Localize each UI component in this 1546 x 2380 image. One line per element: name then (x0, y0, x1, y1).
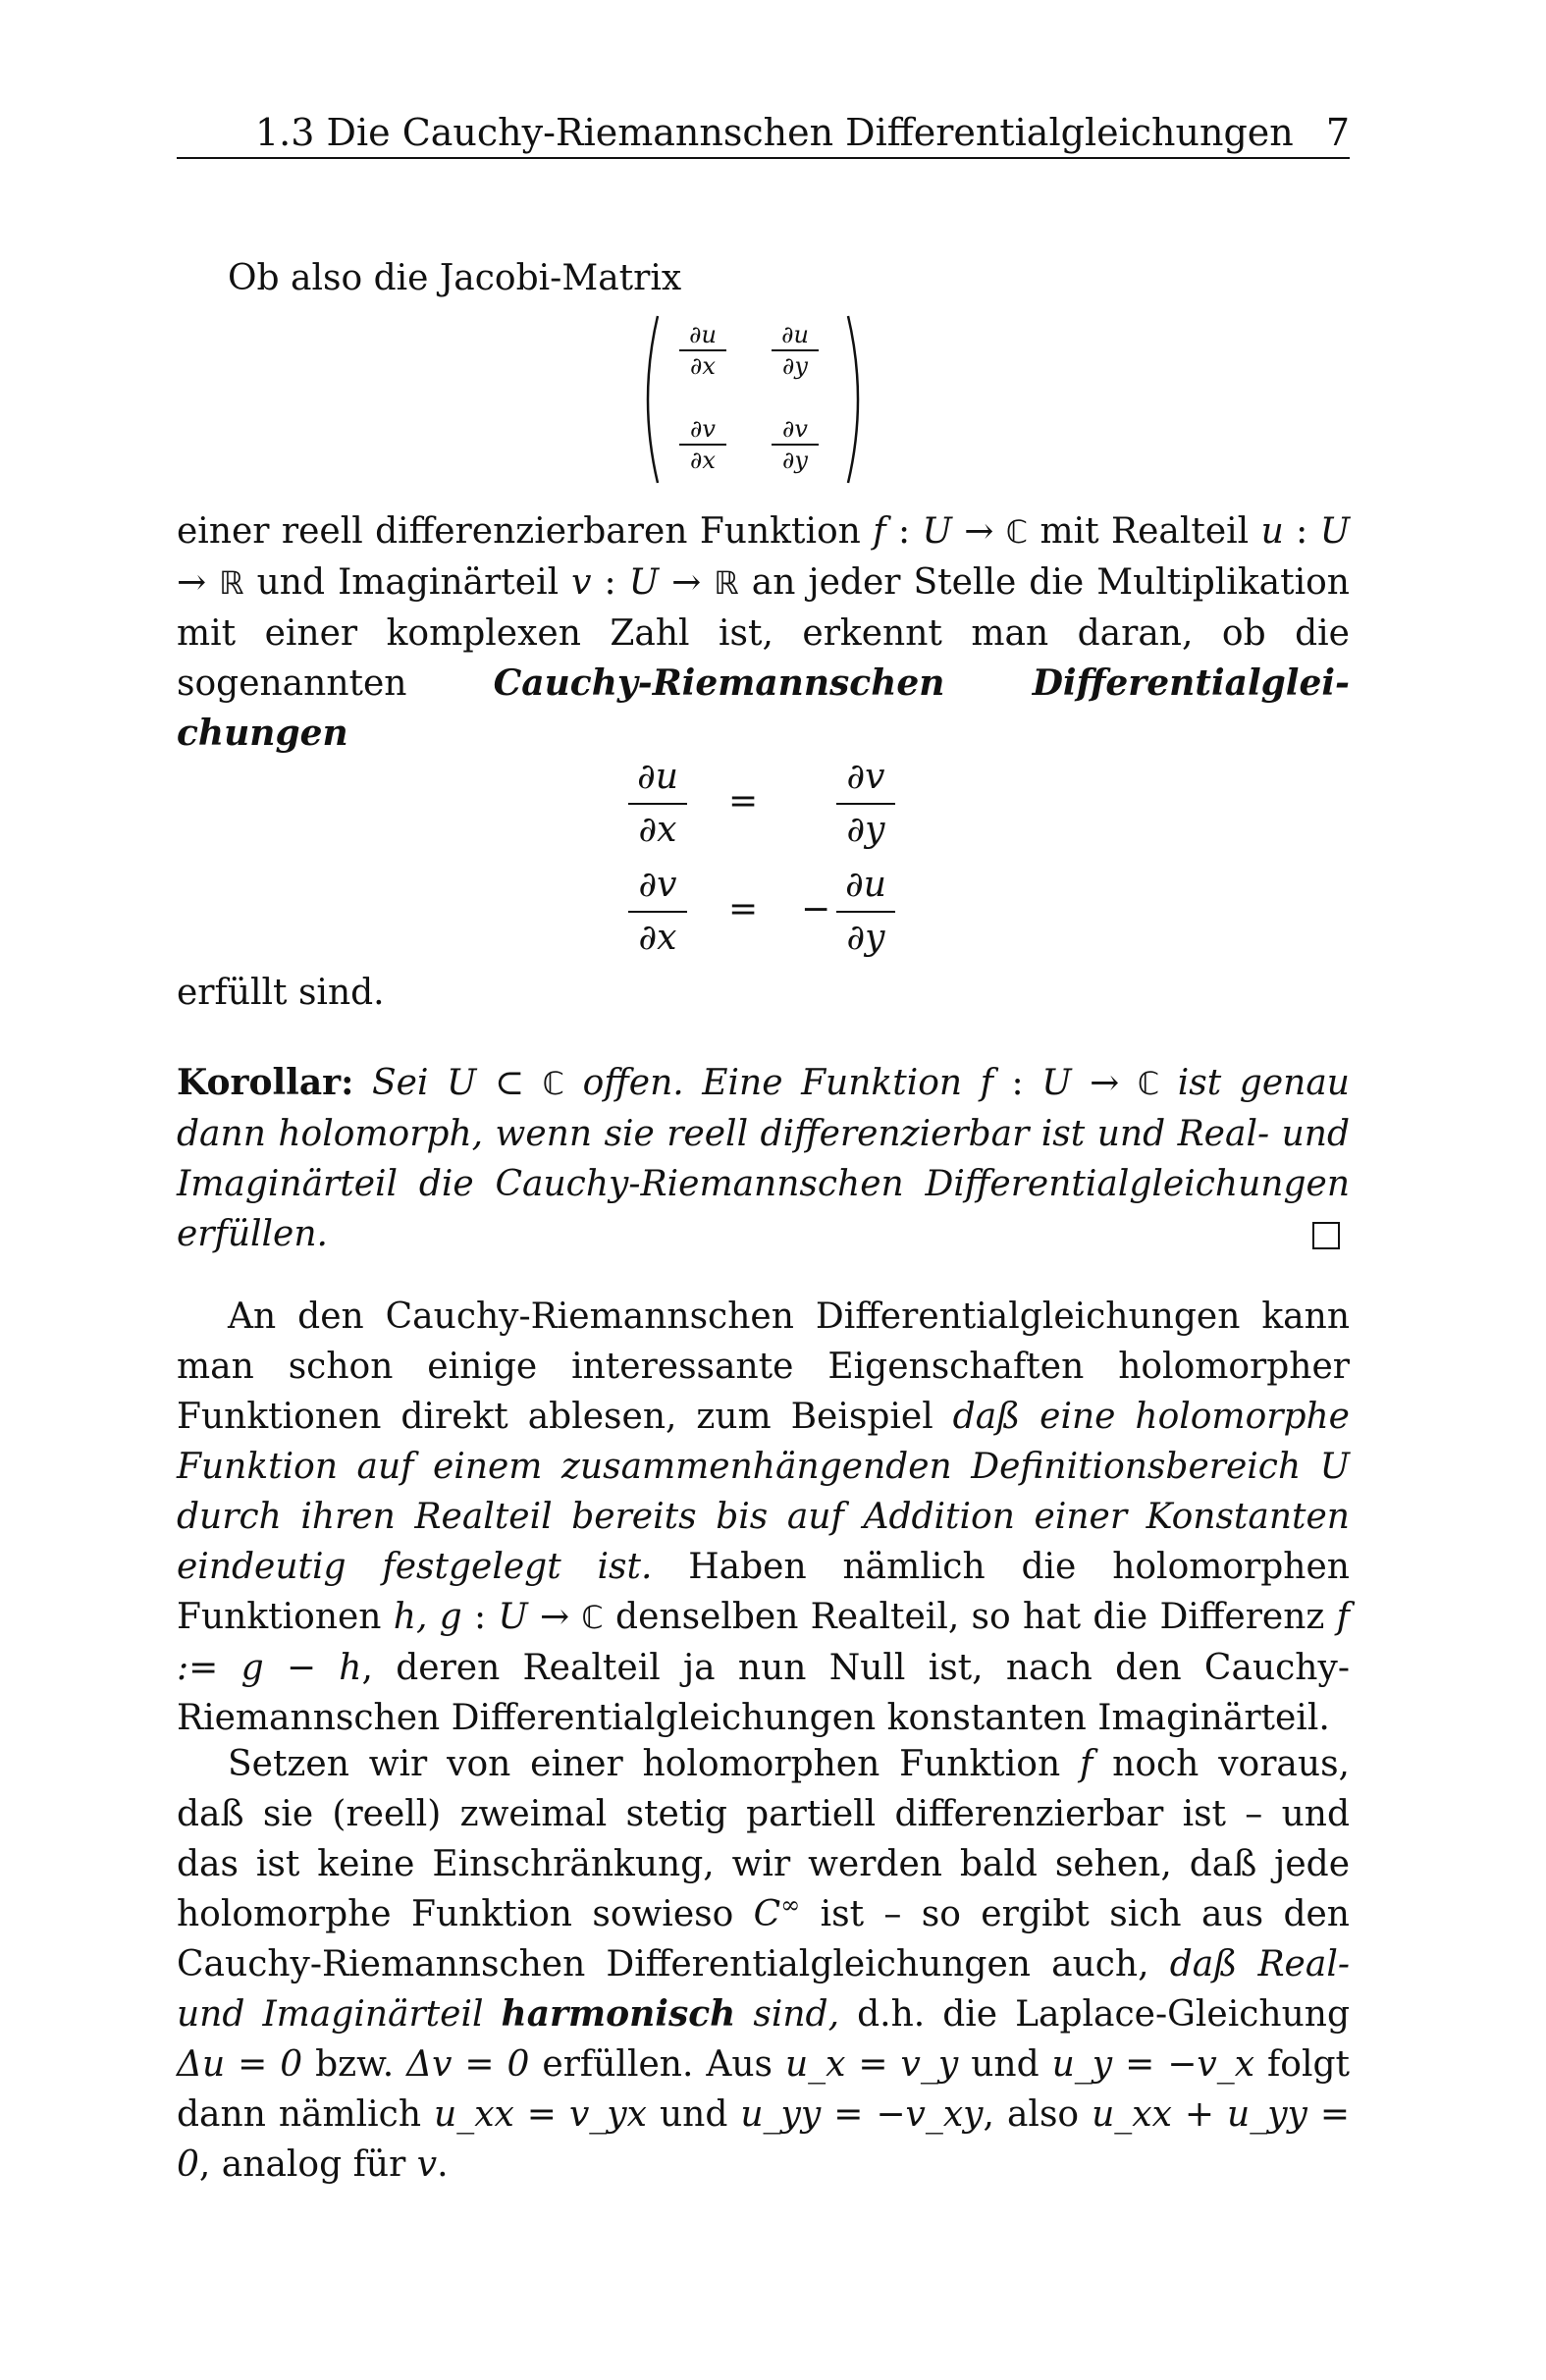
fraction-bar (628, 911, 687, 913)
denominator: ∂y (846, 918, 885, 958)
page-number: 7 (1325, 111, 1350, 154)
denominator: ∂x (638, 810, 677, 850)
math-arrow: → (1090, 1063, 1120, 1103)
matrix-entry-12 (766, 322, 825, 379)
entry-denominator: ∂y (782, 447, 808, 474)
math-laplace-v: Δv = 0 (406, 2044, 530, 2085)
entry-numerator: ∂v (782, 415, 808, 443)
corollary-label: Korollar: (177, 1062, 354, 1103)
text: folgt dann nämlich (177, 2044, 1351, 2135)
corollary (177, 1058, 1350, 1259)
math-arrow: → (177, 562, 207, 603)
c-base: C (753, 1894, 781, 1934)
equals-sign: = (728, 781, 759, 821)
math-U: U (498, 1597, 528, 1637)
numerator: ∂v (638, 865, 677, 905)
fraction-bar (628, 803, 687, 805)
equals-sign: = (728, 889, 759, 929)
math-colon: : (473, 1597, 487, 1637)
math-u: u (1260, 511, 1284, 552)
math-U: U (1319, 1447, 1350, 1487)
cauchy-riemann-equations (589, 756, 923, 972)
math-colon: : (604, 562, 616, 603)
math-arrow: → (671, 562, 702, 603)
text: Setzen wir von einer holomorphen Funktion (228, 1744, 1061, 1784)
text: An den Cauchy-Riemannschen Differentialgleichungen kann man schon einige interessante Eigenschaften holomorpher Funktionen direkt ablesen, zum Beispiel (177, 1296, 1350, 1437)
math-subset: ⊂ (494, 1063, 525, 1103)
math-U: U (628, 562, 660, 603)
text: offen. Eine Funktion (582, 1063, 963, 1103)
denominator: ∂y (846, 810, 885, 850)
text: , analog für (198, 2144, 406, 2185)
math-complex: ℂ (1137, 1065, 1160, 1102)
math-f: f (980, 1063, 993, 1103)
math-real: ℝ (219, 564, 244, 602)
entry-denominator: ∂x (690, 352, 716, 380)
math-real: ℝ (714, 564, 739, 602)
math-f: f (1079, 1744, 1093, 1784)
math-complex: ℂ (1005, 513, 1029, 551)
text: und Imaginärteil (256, 562, 560, 603)
math-c-infinity (753, 1891, 801, 1934)
fulfilled-line (177, 968, 1350, 1018)
text: d.h. die Laplace-Gleichung (857, 1994, 1350, 2035)
intro-line (177, 253, 1350, 303)
math-fdef: f := g − h (177, 1597, 1350, 1688)
eq1-lhs (618, 756, 697, 852)
text: . (437, 2144, 449, 2185)
matrix-parentheses (636, 312, 870, 487)
defined-term: harmonisch (501, 1993, 736, 2035)
fraction-bar (836, 911, 895, 913)
fraction-bar (772, 444, 819, 446)
text: ist genau dann holomorph, wenn sie reell differenzierbar ist und Real- und Imaginärteil die Cauchy-Riemannschen Differentialgleichungen erfüllen. (177, 1063, 1350, 1254)
math-U: U (1041, 1063, 1072, 1103)
minus-sign: − (801, 889, 831, 929)
text: erfüllen. Aus (542, 2044, 773, 2085)
text: Haben nämlich die holomorphen Funktionen (177, 1547, 1350, 1637)
entry-numerator: ∂u (781, 321, 809, 348)
math-eq1: u_x = v_y (784, 2044, 959, 2085)
math-arrow: → (964, 511, 994, 552)
math-laplace-u: Δu = 0 (177, 2044, 303, 2085)
matrix-entry-21 (673, 416, 732, 473)
math-colon: : (897, 511, 911, 552)
numerator: ∂u (845, 865, 886, 905)
paragraph-definition (177, 506, 1350, 759)
math-colon: : (1011, 1063, 1024, 1103)
emphasis: daß Real- und Imaginärteil (177, 1944, 1350, 2035)
eq2-rhs (826, 864, 905, 960)
text: ist – so ergibt sich aus den Cauchy-Riemannschen Differentialgleichungen auch, (177, 1894, 1350, 1984)
eq2-lhs (618, 864, 697, 960)
text: erfüllt sind. (177, 973, 385, 1013)
defined-term: Cauchy-Riemannschen Differentialglei-chungen (177, 662, 1350, 754)
math-U: U (1319, 511, 1351, 552)
entry-denominator: ∂x (690, 447, 716, 474)
fraction-bar (772, 349, 819, 351)
text: denselben Realteil, so hat die Differenz (615, 1597, 1325, 1637)
header-rule (177, 157, 1350, 159)
math-eq3: u_xx = v_yx (434, 2094, 647, 2135)
numerator: ∂u (637, 757, 678, 797)
text: , deren Realteil ja nun Null ist, nach den Cauchy-Riemannschen Differentialgleichungen konstanten Imaginärteil. (177, 1648, 1350, 1738)
matrix-entry-11 (673, 322, 732, 379)
math-U: U (922, 511, 952, 552)
entry-denominator: ∂y (782, 352, 808, 380)
math-complex: ℂ (542, 1065, 565, 1102)
text: Sei (371, 1063, 429, 1103)
math-colon: : (1296, 511, 1308, 552)
text: noch voraus, daß sie (reell) zweimal stetig partiell differenzierbar ist – und das ist keine Einschränkung, wir werden bald sehen, daß jede holomorphe Funktion sowieso (177, 1744, 1350, 1934)
section-title: 1.3 Die Cauchy-Riemannschen Differentialgleichungen (255, 111, 1294, 154)
math-eq2: u_y = −v_x (1051, 2044, 1255, 2085)
intro-text: Ob also die Jacobi-Matrix (228, 258, 682, 298)
fraction-bar (679, 444, 726, 446)
qed-box (1312, 1222, 1340, 1249)
emphasis: durch ihren Realteil bereits bis auf Addition einer Konstanten eindeutig festgelegt ist. (177, 1497, 1350, 1587)
paragraph-consequences (177, 1292, 1350, 1743)
text: , also (983, 2094, 1080, 2135)
math-eq5: u_xx + u_yy = 0 (177, 2094, 1351, 2185)
fraction-bar (679, 349, 726, 351)
text: mit Realteil (1040, 511, 1250, 552)
math-hg: h, g (393, 1597, 462, 1637)
c-sup: ∞ (780, 1891, 801, 1919)
entry-numerator: ∂v (690, 415, 716, 443)
text: bzw. (315, 2044, 395, 2085)
math-v: v (571, 562, 592, 603)
math-complex: ℂ (581, 1599, 604, 1636)
math-v: v (416, 2144, 438, 2185)
text: und (971, 2044, 1040, 2085)
text: und (659, 2094, 728, 2135)
eq1-rhs (826, 756, 905, 852)
entry-numerator: ∂u (689, 321, 717, 348)
math-arrow: → (539, 1597, 570, 1637)
emphasis: daß eine holomorphe Funktion auf einem zusammenhängenden Definitionsbereich (177, 1397, 1350, 1487)
paragraph-harmonic (177, 1739, 1350, 2190)
text: an jeder Stelle die Multiplikation mit einer komplexen Zahl ist, erkennt man daran, ob die sogenannten (177, 562, 1350, 704)
emphasis: sind, (753, 1994, 840, 2035)
math-f: f (873, 511, 886, 552)
math-U: U (447, 1063, 477, 1103)
numerator: ∂v (846, 757, 885, 797)
math-eq4: u_yy = −v_xy (740, 2094, 984, 2135)
matrix-entry-22 (766, 416, 825, 473)
fraction-bar (836, 803, 895, 805)
jacobi-matrix (636, 312, 870, 487)
text: einer reell differenzierbaren Funktion (177, 511, 861, 552)
denominator: ∂x (638, 918, 677, 958)
